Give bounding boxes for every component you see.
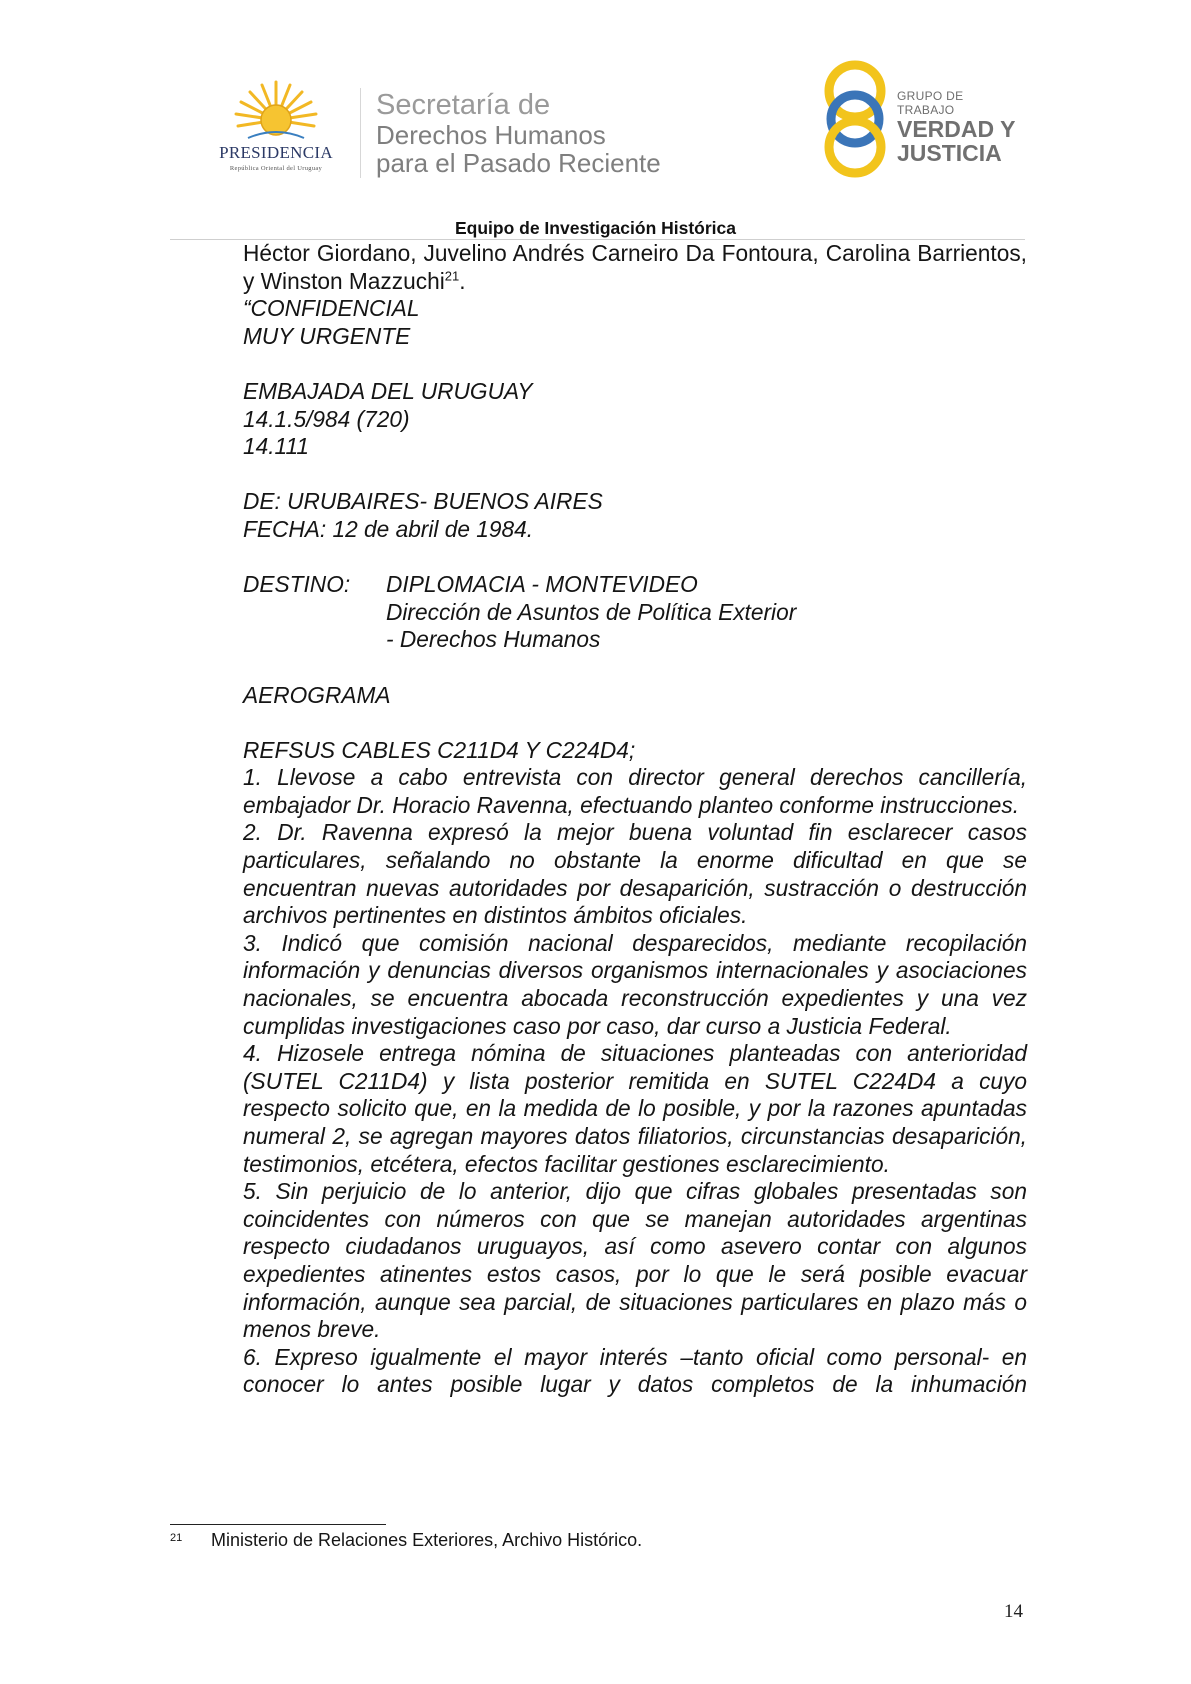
republica-label: República Oriental del Uruguay [229, 165, 323, 172]
line-ref-2: 14.111 [243, 433, 310, 460]
paragraph-6: 6. Expreso igualmente el mayor interés –tanto oficial como personal- en conocer lo antes posible lugar y datos completos de la inhumación [243, 1343, 1027, 1398]
paragraph-4: 4. Hizosele entrega nómina de situaciones planteadas con anterioridad (SUTEL C211D4) y lista posterior remitida en SUTEL C224D4 a cuyo respecto solicito que, en la medida de lo posible, y por la razones apuntadas numeral 2, se agregan mayores datos filiatorios, circunstancias desaparición, testimonios, etcétera, efectos facilitar gestiones esclarecimiento. [243, 1040, 1027, 1177]
secretaria-wordmark [376, 90, 706, 177]
intro-paragraph [243, 240, 1027, 295]
gt-wordmark [897, 89, 1022, 165]
spacer [243, 709, 1027, 737]
footnote-text: Ministerio de Relaciones Exteriores, Archivo Histórico. [211, 1530, 643, 1550]
line-fecha: FECHA: 12 de abril de 1984. [243, 515, 534, 542]
paragraph-3: 3. Indicó que comisión nacional desparecidos, mediante recopilación información y denuncias diversos organismos internacionales y asociaciones nacionales, se encuentra abocada reconstrucción expedientes y una vez cumplidas investigaciones caso por caso, dar curso a Justicia Federal. [243, 929, 1027, 1039]
line-refsus: REFSUS CABLES C211D4 Y C224D4; [243, 736, 636, 763]
paragraph-5: 5. Sin perjuicio de lo anterior, dijo que cifras globales presentadas son coincidentes con números con que se manejan autoridades argentinas respecto ciudadanos uruguayos, así como asevero contar con algunos expedientes atinentes estos casos, por lo que le será posible evacuar información, aunque sea parcial, de situaciones particulares en plazo más o menos breve. [243, 1178, 1027, 1343]
paragraph-1: 1. Llevose a cabo entrevista con director general derechos cancillería, embajador Dr. Horacio Ravenna, efectuando planteo conforme instrucciones. [243, 764, 1027, 818]
secretaria-line-2: Derechos Humanos [376, 120, 606, 150]
rings-icon [822, 57, 892, 182]
line-ref-1: 14.1.5/984 (720) [243, 405, 410, 432]
spacer [243, 461, 1027, 489]
footnote-number: 21 [170, 1532, 183, 1544]
destino-values [386, 571, 1027, 654]
destino-line-3: - Derechos Humanos [386, 626, 601, 653]
presidencia-logo [196, 80, 356, 180]
presidencia-label: PRESIDENCIA [219, 143, 333, 162]
verdad-justicia-logo [822, 57, 1022, 182]
destino-line-2: Dirección de Asuntos de Política Exterior [386, 598, 797, 625]
gt-small-label: GRUPO DE TRABAJO [897, 89, 964, 117]
gt-line-2: JUSTICIA [897, 140, 1002, 166]
page-number: 14 [1004, 1601, 1023, 1622]
intro-end: . [459, 267, 466, 294]
line-confidencial: “CONFIDENCIAL [243, 295, 420, 322]
document-body [243, 240, 1027, 1399]
logo-divider [360, 88, 361, 178]
spacer [243, 544, 1027, 572]
gt-line-1: VERDAD Y [897, 116, 1016, 142]
footnote-ref[interactable]: 21 [444, 268, 460, 284]
secretaria-line-3: para el Pasado Reciente [376, 148, 661, 178]
paragraph-2: 2. Dr. Ravenna expresó la mejor buena voluntad fin esclarecer casos particulares, señalando no obstante la enorme dificultad en que se encuentran nuevas autoridades por desaparición, sustracción o destrucción archivos pertinentes en distintos ámbitos oficiales. [243, 819, 1027, 929]
line-embajada: EMBAJADA DEL URUGUAY [243, 377, 533, 404]
destino-label: DESTINO: [243, 571, 351, 598]
line-aerograma: AEROGRAMA [243, 681, 391, 708]
footnote-rule [170, 1524, 386, 1525]
footnote [170, 1530, 642, 1551]
destino-block [243, 571, 1027, 654]
intro-text: Héctor Giordano, Juvelino Andrés Carneiro Da Fontoura, Carolina Barrientos, y Winston Mazzuchi [243, 240, 1027, 294]
unit-title: Equipo de Investigación Histórica [454, 218, 737, 238]
spacer [243, 654, 1027, 682]
line-urgente: MUY URGENTE [243, 322, 411, 349]
spacer [243, 350, 1027, 378]
line-de: DE: URUBAIRES- BUENOS AIRES [243, 488, 603, 515]
sun-of-may-icon [234, 80, 318, 142]
destino-line-1: DIPLOMACIA - MONTEVIDEO [386, 571, 698, 598]
secretaria-line-1: Secretaría de [376, 89, 551, 121]
